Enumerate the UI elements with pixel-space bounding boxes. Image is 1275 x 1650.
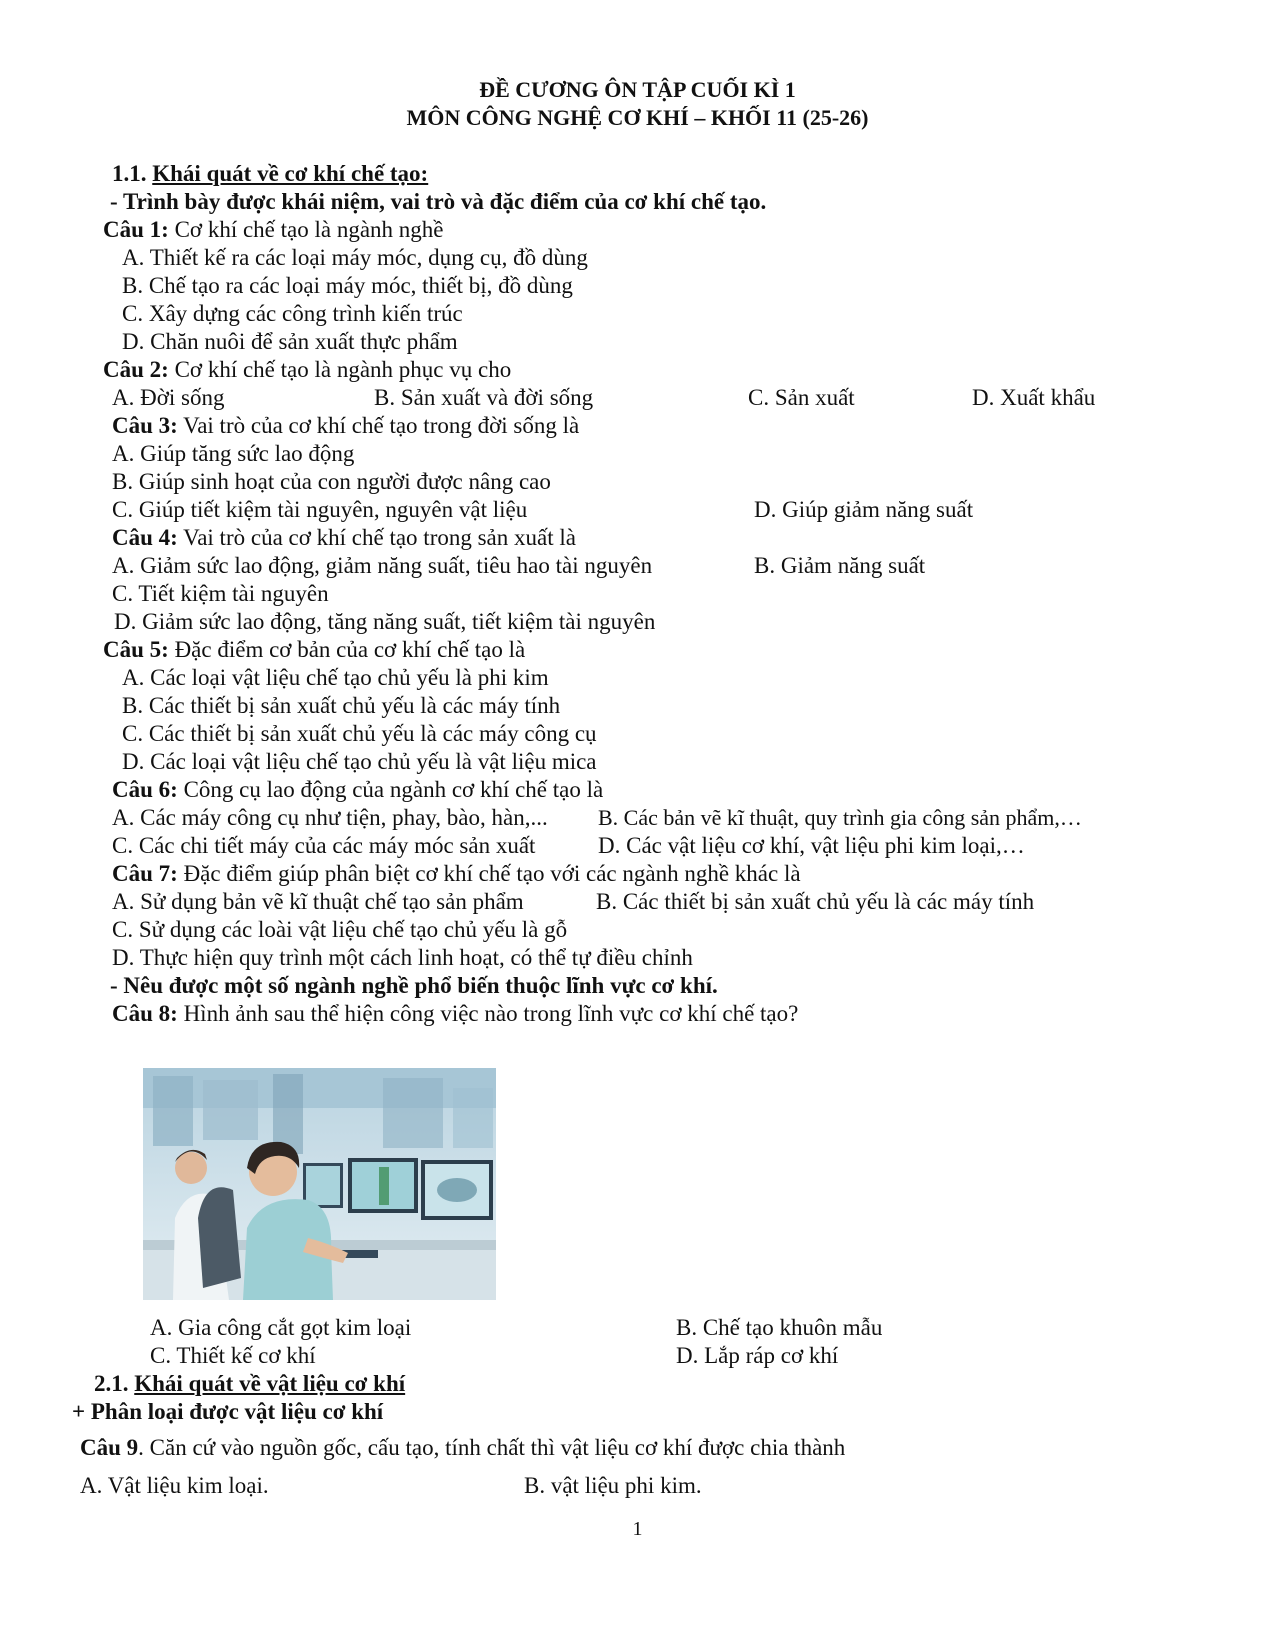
question-6 [112,776,603,804]
q7-option-a: A. Sử dụng bản vẽ kĩ thuật chế tạo sản phẩm [112,889,524,914]
q5-option-c: C. Các thiết bị sản xuất chủ yếu là các máy công cụ [122,721,597,746]
title-line-1: ĐỀ CƯƠNG ÔN TẬP CUỐI KÌ 1 [479,77,796,102]
question-1 [103,216,444,244]
question-text: . Căn cứ vào nguồn gốc, cấu tạo, tính chất thì vật liệu cơ khí được chia thành [138,1435,846,1460]
section-heading-1 [112,160,428,188]
question-text: Đặc điểm cơ bản của cơ khí chế tạo là [168,637,526,662]
question-9 [80,1434,845,1462]
question-label: Câu 1: [103,217,169,242]
question-text: Công cụ lao động của ngành cơ khí chế tạo là [177,777,604,802]
section-requirement-3: + Phân loại được vật liệu cơ khí [72,1399,384,1424]
q9-option-a: A. Vật liệu kim loại. [80,1473,269,1498]
q1-option-a: A. Thiết kế ra các loại máy móc, dụng cụ, đồ dùng [122,245,588,270]
q5-option-a: A. Các loại vật liệu chế tạo chủ yếu là phi kim [122,665,549,690]
q7-option-b: B. Các thiết bị sản xuất chủ yếu là các máy tính [596,889,1035,914]
q4-option-b: B. Giảm năng suất [754,553,926,578]
question-5 [103,636,525,664]
question-label: Câu 3: [112,413,178,438]
q6-option-b: B. Các bản vẽ kĩ thuật, quy trình gia công sản phẩm,… [598,805,1082,830]
q2-option-b: B. Sản xuất và đời sống [374,385,594,410]
question-text: Vai trò của cơ khí chế tạo trong sản xuất là [177,525,576,550]
q3-option-d: D. Giúp giảm năng suất [754,497,974,522]
q8-option-c: C. Thiết kế cơ khí [150,1343,316,1368]
q1-option-b: B. Chế tạo ra các loại máy móc, thiết bị, đồ dùng [122,273,573,298]
page-number: 1 [632,1518,643,1540]
q9-option-b: B. vật liệu phi kim. [524,1473,702,1498]
title-line-2: MÔN CÔNG NGHỆ CƠ KHÍ – KHỐI 11 (25-26) [406,105,869,130]
q6-option-d: D. Các vật liệu cơ khí, vật liệu phi kim loại,… [598,833,1025,858]
q1-option-d: D. Chăn nuôi để sản xuất thực phẩm [122,329,458,354]
section-requirement-2: - Nêu được một số ngành nghề phổ biến thuộc lĩnh vực cơ khí. [110,973,718,998]
section-number: 1.1. [112,161,147,186]
q7-option-c: C. Sử dụng các loài vật liệu chế tạo chủ yếu là gỗ [112,917,568,942]
question-text: Vai trò của cơ khí chế tạo trong đời sống là [177,413,580,438]
question-label: Câu 7: [112,861,178,886]
question-4 [112,524,576,552]
question-label: Câu 2: [103,357,169,382]
section-title: Khái quát về cơ khí chế tạo: [152,161,429,186]
q3-option-b: B. Giúp sinh hoạt của con người được nâng cao [112,469,551,494]
question-label: Câu 9 [80,1435,139,1460]
q8-option-a: A. Gia công cắt gọt kim loại [150,1315,412,1340]
q4-option-a: A. Giảm sức lao động, giảm năng suất, tiêu hao tài nguyên [112,553,653,578]
q5-option-d: D. Các loại vật liệu chế tạo chủ yếu là vật liệu mica [122,749,597,774]
question-label: Câu 6: [112,777,178,802]
question-2 [103,356,511,384]
question-label: Câu 8: [112,1001,178,1026]
q2-option-c: C. Sản xuất [748,385,855,410]
engineers-at-computers-image [143,1068,496,1300]
q8-option-d: D. Lắp ráp cơ khí [676,1343,839,1368]
question-text: Cơ khí chế tạo là ngành nghề [168,217,444,242]
q8-option-b: B. Chế tạo khuôn mẫu [676,1315,883,1340]
section-title: Khái quát về vật liệu cơ khí [134,1371,406,1396]
q6-option-a: A. Các máy công cụ như tiện, phay, bào, hàn,... [112,805,548,830]
q1-option-c: C. Xây dựng các công trình kiến trúc [122,301,463,326]
question-text: Đặc điểm giúp phân biệt cơ khí chế tạo với các ngành nghề khác là [177,861,801,886]
question-label: Câu 5: [103,637,169,662]
q4-option-c: C. Tiết kiệm tài nguyên [112,581,329,606]
question-text: Cơ khí chế tạo là ngành phục vụ cho [168,357,512,382]
question-7 [112,860,801,888]
section-number: 2.1. [94,1371,129,1396]
question-label: Câu 4: [112,525,178,550]
question-3 [112,412,579,440]
q2-option-d: D. Xuất khẩu [972,385,1096,410]
section-requirement-1: - Trình bày được khái niệm, vai trò và đặc điểm của cơ khí chế tạo. [110,189,767,214]
q7-option-d: D. Thực hiện quy trình một cách linh hoạt, có thể tự điều chỉnh [112,945,693,970]
q3-option-c: C. Giúp tiết kiệm tài nguyên, nguyên vật liệu [112,497,528,522]
section-heading-2 [94,1370,405,1398]
q5-option-b: B. Các thiết bị sản xuất chủ yếu là các máy tính [122,693,561,718]
q4-option-d: D. Giảm sức lao động, tăng năng suất, tiết kiệm tài nguyên [114,609,656,634]
q3-option-a: A. Giúp tăng sức lao động [112,441,355,466]
q6-option-c: C. Các chi tiết máy của các máy móc sản xuất [112,833,536,858]
question-8 [112,1000,798,1028]
q2-option-a: A. Đời sống [112,385,225,410]
question-text: Hình ảnh sau thể hiện công việc nào trong lĩnh vực cơ khí chế tạo? [177,1001,799,1026]
mechanical-design-illustration [143,1068,496,1300]
